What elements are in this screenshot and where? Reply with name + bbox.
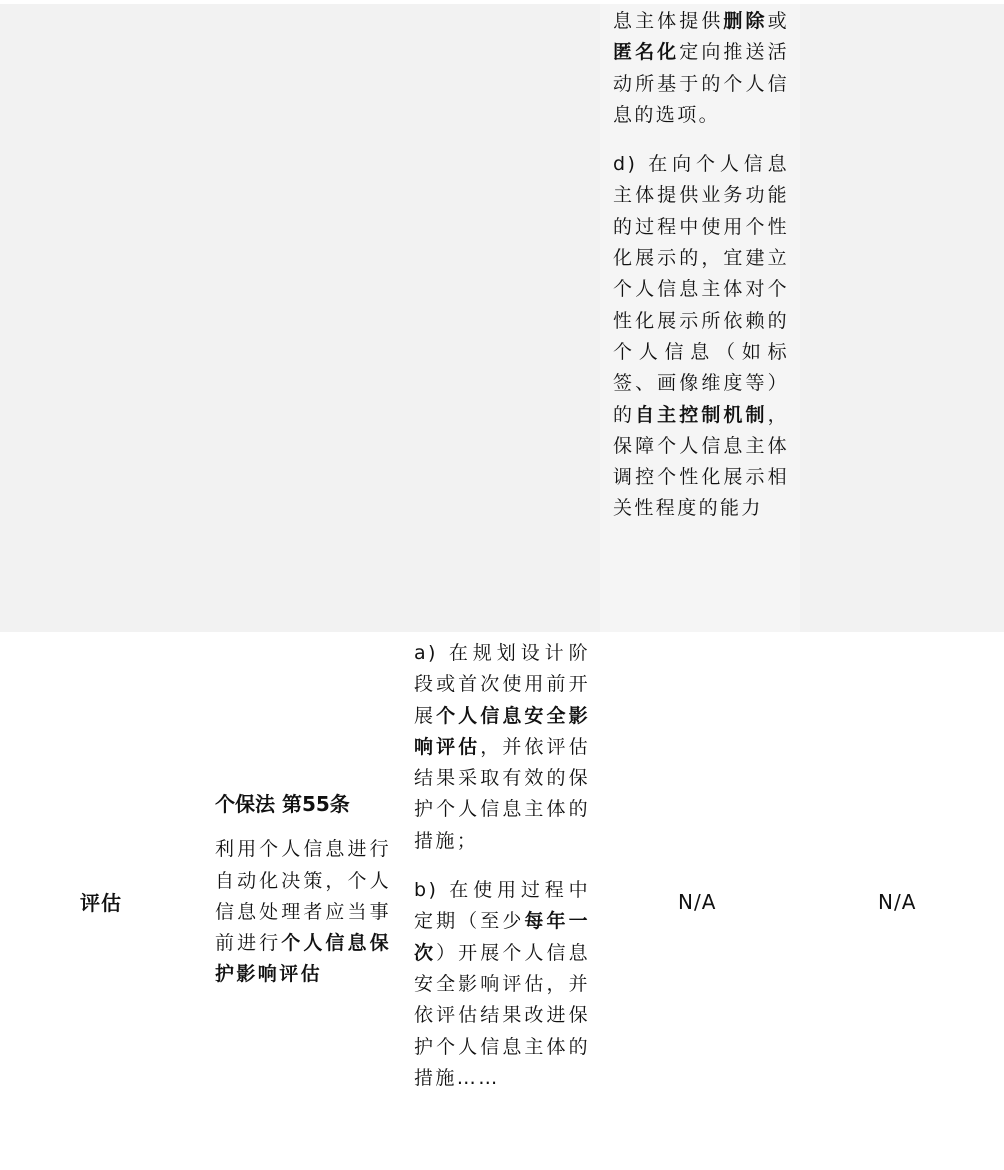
paragraph-d xyxy=(613,149,789,525)
table-row-top xyxy=(0,4,1004,632)
requirement-cell xyxy=(414,638,590,1094)
table-cell-text-col4-top xyxy=(613,6,789,525)
text-run: 或 xyxy=(767,10,789,32)
requirement-a xyxy=(414,638,590,857)
text-run: ，并依评估结果采取有效的保护个人信息主体的措施； xyxy=(414,735,590,852)
col4-value: N/A xyxy=(678,890,717,914)
law-text xyxy=(215,834,391,990)
bold-text-run: 删除 xyxy=(723,10,768,32)
text-run: 定向推送活动所基于的个人信息的选项。 xyxy=(613,41,789,126)
bold-text-run: 自主控制机制 xyxy=(635,403,768,426)
text-run: ，保障个人信息主体调控个性化展示相关性程度的能力 xyxy=(613,403,789,520)
paragraph-c xyxy=(613,6,789,131)
category-label: 评估 xyxy=(80,891,122,915)
bold-text-run: 匿名化 xyxy=(613,41,680,64)
requirement-b xyxy=(414,875,590,1094)
text-run: a) 在规划设计阶段或首次使用前开展 xyxy=(414,642,590,727)
text-run: 利用个人信息进行自动化决策，个人信息处理者应当事前进行 xyxy=(215,838,391,955)
text-run: ）开展个人信息安全影响评估，并依评估结果改进保护个人信息主体的措施…… xyxy=(414,941,590,1089)
law-title: 个保法 第55条 xyxy=(215,792,350,816)
col5-value: N/A xyxy=(878,890,917,914)
text-run: b) 在使用过程中定期（至少 xyxy=(414,879,590,933)
bold-text-run: 每年一次 xyxy=(414,910,590,964)
text-run: 息主体提供 xyxy=(613,10,724,32)
text-run: d) 在向个人信息主体提供业务功能的过程中使用个性化展示的，宜建立个人信息主体对个性化展示所依赖的个人信息（如标签、画像维度等）的 xyxy=(613,153,789,426)
bold-text-run: 个人信息安全影响评估 xyxy=(414,704,590,758)
bold-text-run: 个人信息保护影响评估 xyxy=(215,932,391,986)
law-cell xyxy=(215,789,391,991)
